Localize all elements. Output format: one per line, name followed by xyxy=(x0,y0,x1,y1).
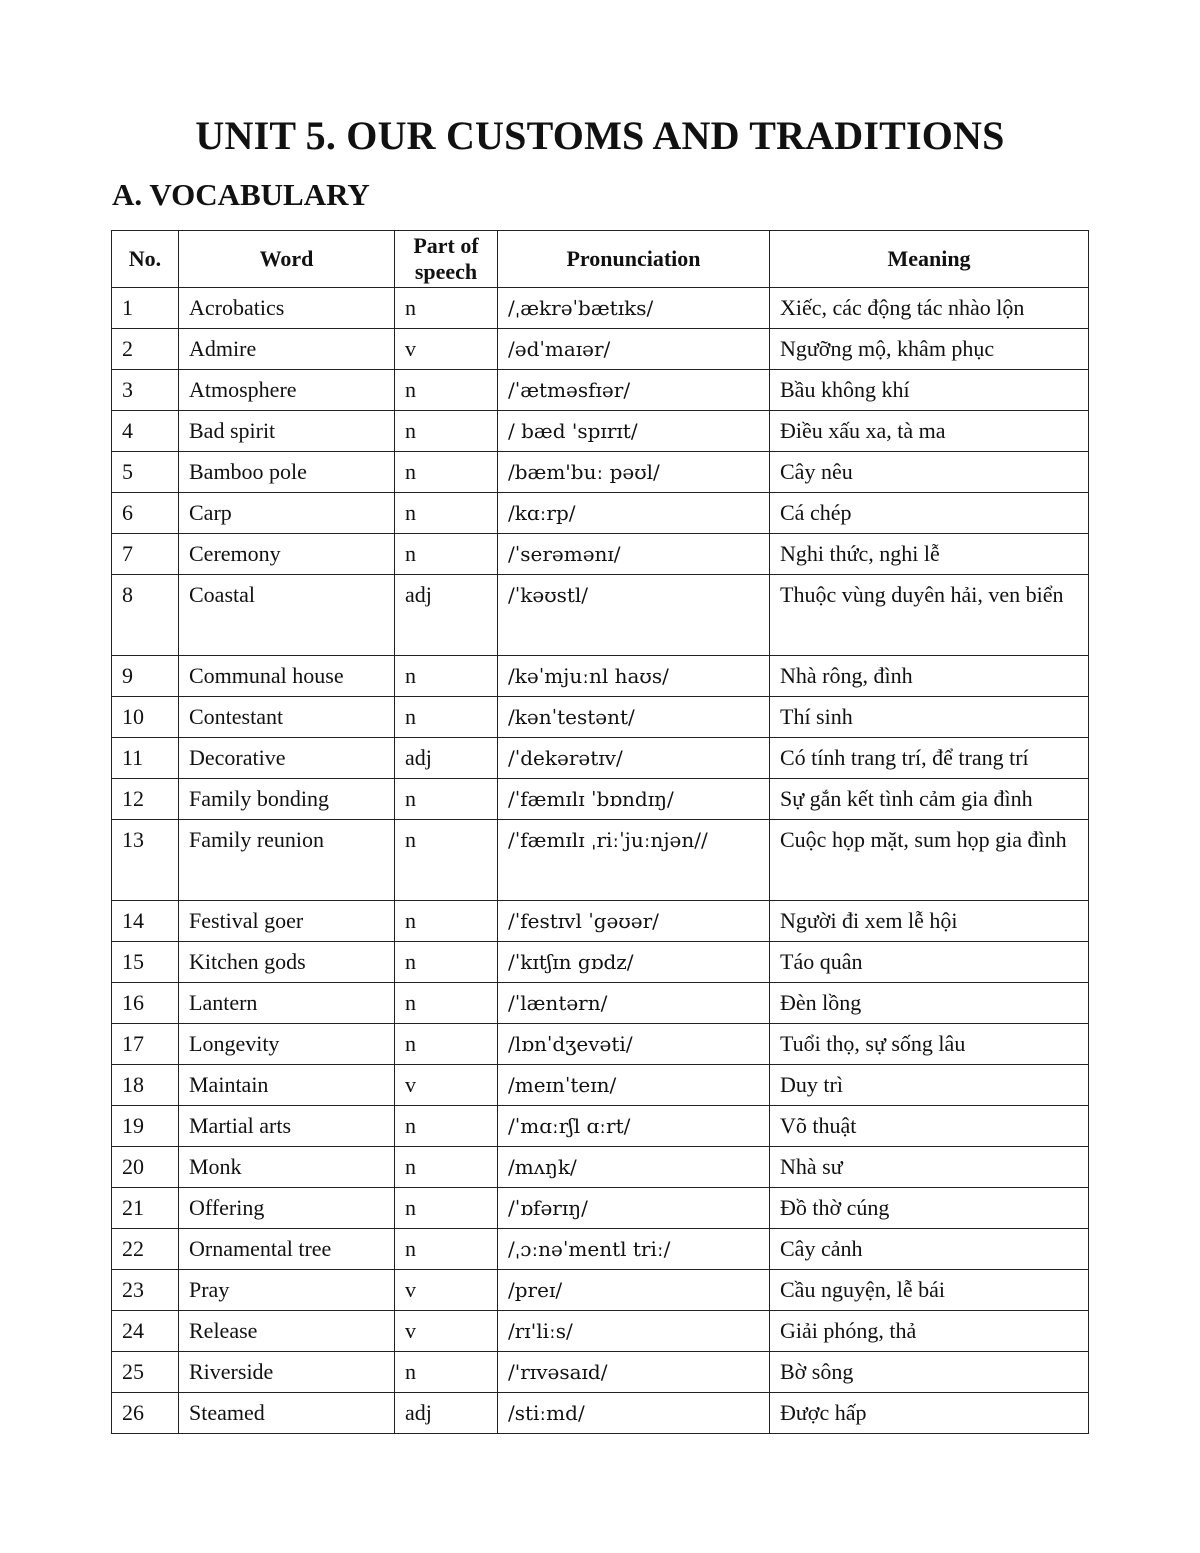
cell-part-of-speech: n xyxy=(395,1352,498,1393)
cell-part-of-speech: v xyxy=(395,1065,498,1106)
header-meaning: Meaning xyxy=(770,231,1089,288)
cell-word: Contestant xyxy=(179,697,395,738)
header-pronunciation: Pronunciation xyxy=(498,231,770,288)
table-row xyxy=(112,983,1089,1024)
cell-no: 2 xyxy=(112,329,179,370)
cell-no: 11 xyxy=(112,738,179,779)
cell-meaning: Giải phóng, thả xyxy=(770,1311,1089,1352)
table-row xyxy=(112,697,1089,738)
cell-meaning: Sự gắn kết tình cảm gia đình xyxy=(770,779,1089,820)
cell-part-of-speech: n xyxy=(395,1188,498,1229)
cell-part-of-speech: adj xyxy=(395,1393,498,1434)
cell-meaning: Nhà rông, đình xyxy=(770,656,1089,697)
cell-pronunciation: /ˌɔːnəˈmentl triː/ xyxy=(498,1229,770,1270)
cell-meaning: Cuộc họp mặt, sum họp gia đình xyxy=(770,820,1089,901)
cell-part-of-speech: n xyxy=(395,901,498,942)
cell-part-of-speech: n xyxy=(395,1024,498,1065)
cell-pronunciation: /ˈserəmənɪ/ xyxy=(498,534,770,575)
cell-pronunciation: /lɒnˈdʒevəti/ xyxy=(498,1024,770,1065)
cell-word: Communal house xyxy=(179,656,395,697)
cell-part-of-speech: n xyxy=(395,942,498,983)
cell-no: 8 xyxy=(112,575,179,656)
cell-word: Pray xyxy=(179,1270,395,1311)
cell-word: Festival goer xyxy=(179,901,395,942)
cell-no: 22 xyxy=(112,1229,179,1270)
table-row xyxy=(112,779,1089,820)
table-row xyxy=(112,1352,1089,1393)
cell-word: Maintain xyxy=(179,1065,395,1106)
cell-word: Bad spirit xyxy=(179,411,395,452)
cell-word: Monk xyxy=(179,1147,395,1188)
cell-meaning: Ngưỡng mộ, khâm phục xyxy=(770,329,1089,370)
cell-pronunciation: /ˈlæntərn/ xyxy=(498,983,770,1024)
table-row xyxy=(112,370,1089,411)
cell-part-of-speech: n xyxy=(395,493,498,534)
cell-pronunciation: /bæm'buː pəʊl/ xyxy=(498,452,770,493)
cell-meaning: Thuộc vùng duyên hải, ven biển xyxy=(770,575,1089,656)
cell-pronunciation: /rɪ'liːs/ xyxy=(498,1311,770,1352)
table-row xyxy=(112,1188,1089,1229)
table-row xyxy=(112,1393,1089,1434)
table-row xyxy=(112,452,1089,493)
cell-part-of-speech: n xyxy=(395,820,498,901)
cell-pronunciation: /ˈkəʊstl/ xyxy=(498,575,770,656)
cell-pronunciation: /ˈmɑːrʃl ɑːrt/ xyxy=(498,1106,770,1147)
cell-pronunciation: /preɪ/ xyxy=(498,1270,770,1311)
cell-pronunciation: / bæd 'spɪrɪt/ xyxy=(498,411,770,452)
table-row xyxy=(112,1229,1089,1270)
table-row xyxy=(112,1024,1089,1065)
cell-no: 13 xyxy=(112,820,179,901)
cell-meaning: Võ thuật xyxy=(770,1106,1089,1147)
cell-meaning: Cây cảnh xyxy=(770,1229,1089,1270)
cell-part-of-speech: n xyxy=(395,452,498,493)
cell-word: Coastal xyxy=(179,575,395,656)
cell-no: 17 xyxy=(112,1024,179,1065)
cell-part-of-speech: n xyxy=(395,983,498,1024)
table-row xyxy=(112,942,1089,983)
cell-no: 19 xyxy=(112,1106,179,1147)
table-row xyxy=(112,329,1089,370)
cell-word: Acrobatics xyxy=(179,288,395,329)
cell-pronunciation: /ˈdekərətɪv/ xyxy=(498,738,770,779)
header-word: Word xyxy=(179,231,395,288)
cell-no: 5 xyxy=(112,452,179,493)
cell-meaning: Bầu không khí xyxy=(770,370,1089,411)
cell-part-of-speech: adj xyxy=(395,738,498,779)
cell-no: 12 xyxy=(112,779,179,820)
cell-no: 25 xyxy=(112,1352,179,1393)
cell-part-of-speech: n xyxy=(395,1229,498,1270)
cell-no: 24 xyxy=(112,1311,179,1352)
header-no: No. xyxy=(112,231,179,288)
table-row xyxy=(112,901,1089,942)
cell-pronunciation: /stiːmd/ xyxy=(498,1393,770,1434)
page-title: UNIT 5. OUR CUSTOMS AND TRADITIONS xyxy=(195,113,1005,158)
table-header-row xyxy=(112,231,1089,288)
cell-part-of-speech: n xyxy=(395,1147,498,1188)
cell-pronunciation: /kənˈtestənt/ xyxy=(498,697,770,738)
cell-pronunciation: /kɑːrp/ xyxy=(498,493,770,534)
cell-meaning: Đèn lồng xyxy=(770,983,1089,1024)
cell-pronunciation: /ˌækrəˈbætɪks/ xyxy=(498,288,770,329)
vocabulary-table xyxy=(111,230,1089,1434)
cell-meaning: Duy trì xyxy=(770,1065,1089,1106)
cell-no: 15 xyxy=(112,942,179,983)
cell-part-of-speech: v xyxy=(395,1311,498,1352)
cell-part-of-speech: adj xyxy=(395,575,498,656)
cell-no: 21 xyxy=(112,1188,179,1229)
cell-no: 1 xyxy=(112,288,179,329)
cell-word: Martial arts xyxy=(179,1106,395,1147)
cell-word: Kitchen gods xyxy=(179,942,395,983)
cell-meaning: Bờ sông xyxy=(770,1352,1089,1393)
cell-word: Riverside xyxy=(179,1352,395,1393)
cell-part-of-speech: n xyxy=(395,411,498,452)
cell-meaning: Thí sinh xyxy=(770,697,1089,738)
cell-part-of-speech: v xyxy=(395,329,498,370)
cell-meaning: Có tính trang trí, để trang trí xyxy=(770,738,1089,779)
cell-meaning: Đồ thờ cúng xyxy=(770,1188,1089,1229)
cell-word: Release xyxy=(179,1311,395,1352)
table-row xyxy=(112,1106,1089,1147)
cell-pronunciation: /ˈfæmɪlɪ ˌriːˈjuːnjən// xyxy=(498,820,770,901)
table-body xyxy=(112,288,1089,1434)
cell-meaning: Xiếc, các động tác nhào lộn xyxy=(770,288,1089,329)
cell-pronunciation: /ədˈmaɪər/ xyxy=(498,329,770,370)
cell-meaning: Người đi xem lễ hội xyxy=(770,901,1089,942)
cell-no: 7 xyxy=(112,534,179,575)
cell-part-of-speech: n xyxy=(395,1106,498,1147)
cell-word: Decorative xyxy=(179,738,395,779)
cell-meaning: Tuổi thọ, sự sống lâu xyxy=(770,1024,1089,1065)
table-row xyxy=(112,656,1089,697)
cell-part-of-speech: v xyxy=(395,1270,498,1311)
header-part-of-speech: Part of speech xyxy=(395,231,498,288)
cell-meaning: Được hấp xyxy=(770,1393,1089,1434)
cell-pronunciation: /ˈætməsfɪər/ xyxy=(498,370,770,411)
section-title: A. VOCABULARY xyxy=(112,177,370,212)
table-row xyxy=(112,575,1089,656)
cell-word: Ceremony xyxy=(179,534,395,575)
cell-meaning: Nghi thức, nghi lễ xyxy=(770,534,1089,575)
cell-no: 9 xyxy=(112,656,179,697)
cell-no: 23 xyxy=(112,1270,179,1311)
cell-part-of-speech: n xyxy=(395,779,498,820)
table-row xyxy=(112,1065,1089,1106)
cell-meaning: Cá chép xyxy=(770,493,1089,534)
cell-no: 10 xyxy=(112,697,179,738)
cell-pronunciation: /mʌŋk/ xyxy=(498,1147,770,1188)
cell-word: Admire xyxy=(179,329,395,370)
cell-word: Carp xyxy=(179,493,395,534)
table-row xyxy=(112,1311,1089,1352)
cell-word: Ornamental tree xyxy=(179,1229,395,1270)
cell-part-of-speech: n xyxy=(395,656,498,697)
cell-meaning: Nhà sư xyxy=(770,1147,1089,1188)
table-row xyxy=(112,820,1089,901)
cell-word: Offering xyxy=(179,1188,395,1229)
cell-meaning: Cây nêu xyxy=(770,452,1089,493)
cell-word: Steamed xyxy=(179,1393,395,1434)
table-row xyxy=(112,493,1089,534)
cell-word: Atmosphere xyxy=(179,370,395,411)
cell-no: 16 xyxy=(112,983,179,1024)
cell-no: 20 xyxy=(112,1147,179,1188)
cell-no: 14 xyxy=(112,901,179,942)
cell-part-of-speech: n xyxy=(395,534,498,575)
cell-meaning: Táo quân xyxy=(770,942,1089,983)
cell-pronunciation: /ˈfestɪvl ˈgəʊər/ xyxy=(498,901,770,942)
cell-meaning: Điều xấu xa, tà ma xyxy=(770,411,1089,452)
cell-no: 4 xyxy=(112,411,179,452)
cell-word: Family bonding xyxy=(179,779,395,820)
cell-no: 26 xyxy=(112,1393,179,1434)
table-row xyxy=(112,288,1089,329)
cell-word: Lantern xyxy=(179,983,395,1024)
cell-meaning: Cầu nguyện, lễ bái xyxy=(770,1270,1089,1311)
cell-word: Family reunion xyxy=(179,820,395,901)
cell-part-of-speech: n xyxy=(395,370,498,411)
table-row xyxy=(112,411,1089,452)
cell-no: 3 xyxy=(112,370,179,411)
cell-pronunciation: /ˈɒfərɪŋ/ xyxy=(498,1188,770,1229)
table-row xyxy=(112,1270,1089,1311)
cell-pronunciation: /kəˈmjuːnl haʊs/ xyxy=(498,656,770,697)
cell-pronunciation: /ˈfæmɪlɪ ˈbɒndɪŋ/ xyxy=(498,779,770,820)
cell-part-of-speech: n xyxy=(395,697,498,738)
cell-pronunciation: /ˈkɪtʃɪn gɒdz/ xyxy=(498,942,770,983)
cell-part-of-speech: n xyxy=(395,288,498,329)
cell-pronunciation: /meɪnˈteɪn/ xyxy=(498,1065,770,1106)
cell-word: Bamboo pole xyxy=(179,452,395,493)
cell-word: Longevity xyxy=(179,1024,395,1065)
cell-no: 6 xyxy=(112,493,179,534)
cell-pronunciation: /'rɪvəsaɪd/ xyxy=(498,1352,770,1393)
cell-no: 18 xyxy=(112,1065,179,1106)
table-row xyxy=(112,534,1089,575)
table-row xyxy=(112,1147,1089,1188)
table-row xyxy=(112,738,1089,779)
